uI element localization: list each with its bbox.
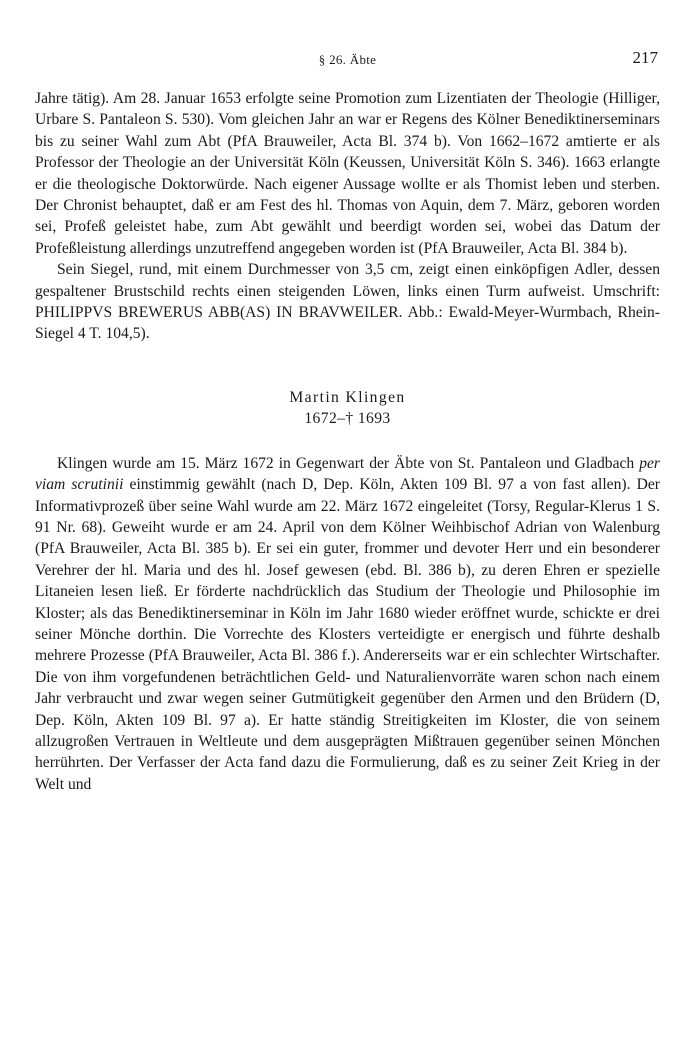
section-title: § 26. Äbte [318,52,377,67]
abbot-name: Martin Klingen [289,388,406,406]
paragraph-klingen [35,453,660,796]
book-page [35,48,660,795]
italic-phrase: per viam scrutinii [35,454,660,494]
text-segment: Klingen wurde am 15. März 1672 in Gegenwart der Äbte von St. Pantaleon und Gladbach [57,454,640,472]
text-segment: einstimmig gewählt (nach D, Dep. Köln, Akten 109 Bl. 97 a von fast allen). Der Informativprozeß über seine Wahl wurde am 22. März 1672 eingeleitet (Torsy, Regular-Klerus 1 S. 91 Nr. 68). Geweiht wurde er am 24. April von dem Kölner Weihbischof Adrian von Walenburg (PfA Brauweiler, Acta Bl. 385 b). Er sei ein guter, frommer und devoter Herr und ein besonderer Verehrer der hl. Maria und des hl. Josef gewesen (ebd. Bl. 386 b), zu deren Ehren er spezielle Litaneien lesen ließ. Er förderte nachdrücklich das Studium der Theologie und Philosophie im Kloster; als das Benediktinerseminar in Köln im Jahr 1680 wieder eröffnet wurde, schickte er drei seiner Mönche dorthin. Die Vorrechte des Klosters verteidigte er energisch und führte deshalb mehrere Prozesse (PfA Brauweiler, Acta Bl. 386 f.). Andererseits war er ein schlechter Wirtschafter. Die von ihm vorgefundenen beträchtlichen Geld- und Naturalienvorräte waren schon nach einem Jahr verbraucht und zwar wegen seiner Gutmütigkeit gegenüber den Armen und den Brüdern (D, Dep. Köln, Akten 109 Bl. 97 a). Er hatte ständig Streitigkeiten im Kloster, die von seinem allzugroßen Vertrauen in Weltleute und dem ausgeprägten Mißtrauen gegenüber seinen Mönchen herrührten. Der Verfasser der Acta fand dazu die Formulierung, daß es zu seiner Zeit Krieg in der Welt und [35,476,660,793]
running-head [35,48,660,74]
paragraph-promotion: Jahre tätig). Am 28. Januar 1653 erfolgte seine Promotion zum Lizentiaten der Theologie (Hilliger, Urbare S. Pantaleon S. 530). Vom gleichen Jahr an war er Regens des Kölner Benediktinerseminars bis zu seiner Wahl zum Abt (PfA Brauweiler, Acta Bl. 374 b). Von 1662–1672 amtierte er als Professor der Theologie an der Universität Köln (Keussen, Universität Köln S. 346). 1663 erlangte er die theologische Doktorwürde. Nach eigener Aussage wollte er als Thomist leben und sterben. Der Chronist behauptet, daß er am Fest des hl. Thomas von Aquin, dem 7. März, geboren worden sei, Profeß geleistet habe, zum Abt gewählt und beerdigt worden sei, wobei das Datum der Profeßleistung allerdings unzutreffend angegeben worden ist (PfA Brauweiler, Acta Bl. 384 b). [35,90,660,257]
paragraph-seal: Sein Siegel, rund, mit einem Durchmesser von 3,5 cm, zeigt einen einköpfigen Adler, dessen gespaltener Brustschild rechts einen steigenden Löwen, links einen Turm aufweist. Umschrift: PHILIPPVS BREWERUS ABB(AS) IN BRAVWEILER. Abb.: Ewald-Meyer-Wurmbach, Rhein-Siegel 4 T. 104,5). [35,261,660,343]
page-number: 217 [632,48,658,67]
abbot-dates: 1672–† 1693 [304,410,391,428]
section-heading [35,387,660,430]
